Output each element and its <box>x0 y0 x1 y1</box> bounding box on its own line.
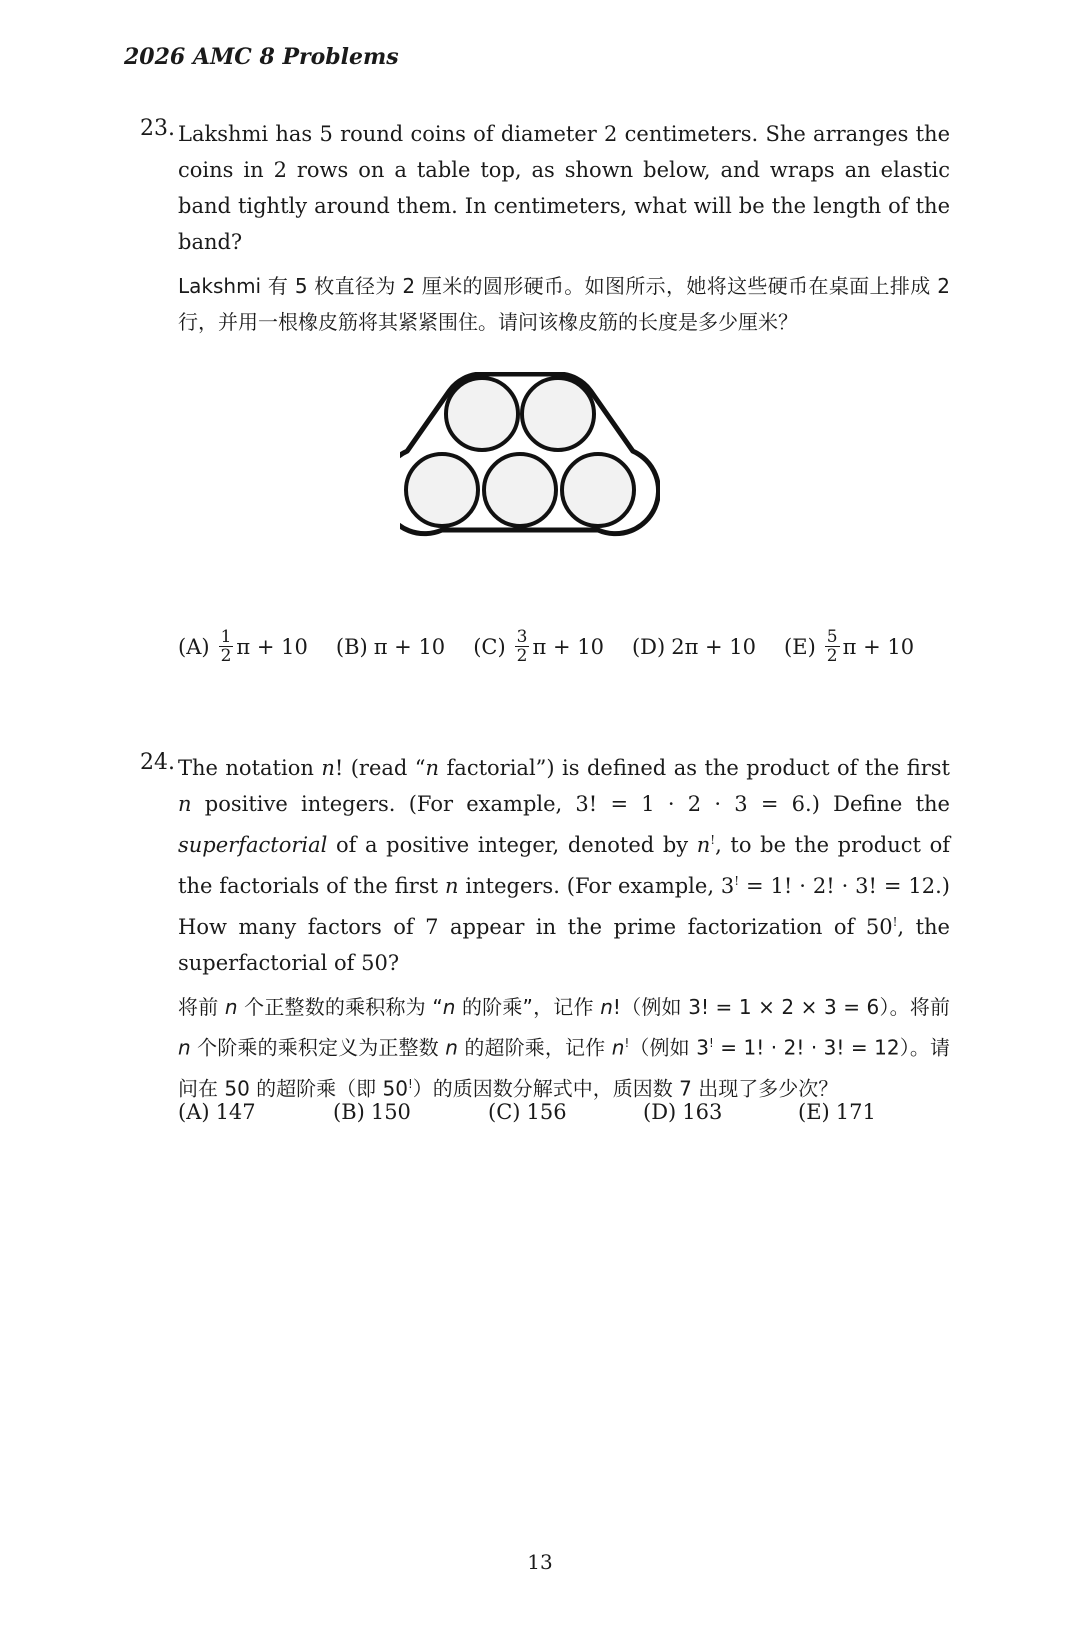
problem-text-en: The notation n! (read “n factorial”) is defined as the product of the first n positive integers. (For example, 3! = 1 · 2 · 3 = 6.) Define the superfactorial of a positive integer, denoted by n!, to be the product of the factorials of the first n integers. (For example, 3! = 1! · 2! · 3! = 12.) How many factors of 7 appear in the prime factorization of 50!, the superfactorial of 50? <box>178 756 951 975</box>
problem-number: 23. <box>140 116 175 141</box>
choice-e[interactable]: (E) $\frac{5}{2}$ π + 10 <box>784 627 915 666</box>
coin-top-left <box>446 378 518 450</box>
coin-bottom-right <box>562 454 634 526</box>
coin-bottom-left <box>406 454 478 526</box>
coins-figure <box>400 372 660 572</box>
problem-24 <box>140 750 950 1114</box>
fraction: $\frac{3}{2}$ <box>516 627 528 666</box>
problem-text-zh: Lakshmi 有 5 枚直径为 2 厘米的圆形硬币。如图所示，她将这些硬币在桌面上排成 2 行，并用一根橡皮筋将其紧紧围住。请问该橡皮筋的长度是多少厘米？ <box>178 274 950 334</box>
choice-c[interactable]: (C) $\frac{3}{2}$ π + 10 <box>473 627 604 666</box>
problem-number: 24. <box>140 750 175 775</box>
coin-bottom-middle <box>484 454 556 526</box>
answer-choices-24 <box>178 1100 953 1124</box>
answer-choices-23 <box>178 628 914 665</box>
page-number: 13 <box>527 1550 553 1574</box>
coin-top-right <box>522 378 594 450</box>
choice-b[interactable]: (B) 150 <box>333 1100 411 1124</box>
fraction: $\frac{5}{2}$ <box>826 627 838 666</box>
choice-a[interactable]: (A) 147 <box>178 1100 256 1124</box>
problem-text-en: Lakshmi has 5 round coins of diameter 2 centimeters. She arranges the coins in 2 rows on a table top, as shown below, and wraps an elastic band tightly around them. In centimeters, what will be the length of the band? <box>178 122 950 254</box>
problem-text-zh: 将前 n 个正整数的乘积称为 “n 的阶乘”，记作 n!（例如 3! = 1 × 2 × 3 = 6）。将前 n 个阶乘的乘积定义为正整数 n 的超阶乘，记作 n!（例如 3! = 1! · 2! · 3! = 12）。请问在 50 的超阶乘（即 50!）的质因数分解式中，质因数 7 出现了多少次？ <box>178 995 951 1101</box>
choice-b[interactable]: (B) π + 10 <box>335 634 446 659</box>
problem-23 <box>140 116 950 348</box>
choice-a[interactable]: (A) $\frac{1}{2}$ π + 10 <box>178 627 308 666</box>
choice-d[interactable]: (D) 2π + 10 <box>631 634 757 659</box>
choice-e[interactable]: (E) 171 <box>798 1100 876 1124</box>
choice-c[interactable]: (C) 156 <box>488 1100 567 1124</box>
page-header: 2026 AMC 8 Problems <box>124 44 399 70</box>
choice-d[interactable]: (D) 163 <box>643 1100 723 1124</box>
fraction: $\frac{1}{2}$ <box>220 627 232 666</box>
